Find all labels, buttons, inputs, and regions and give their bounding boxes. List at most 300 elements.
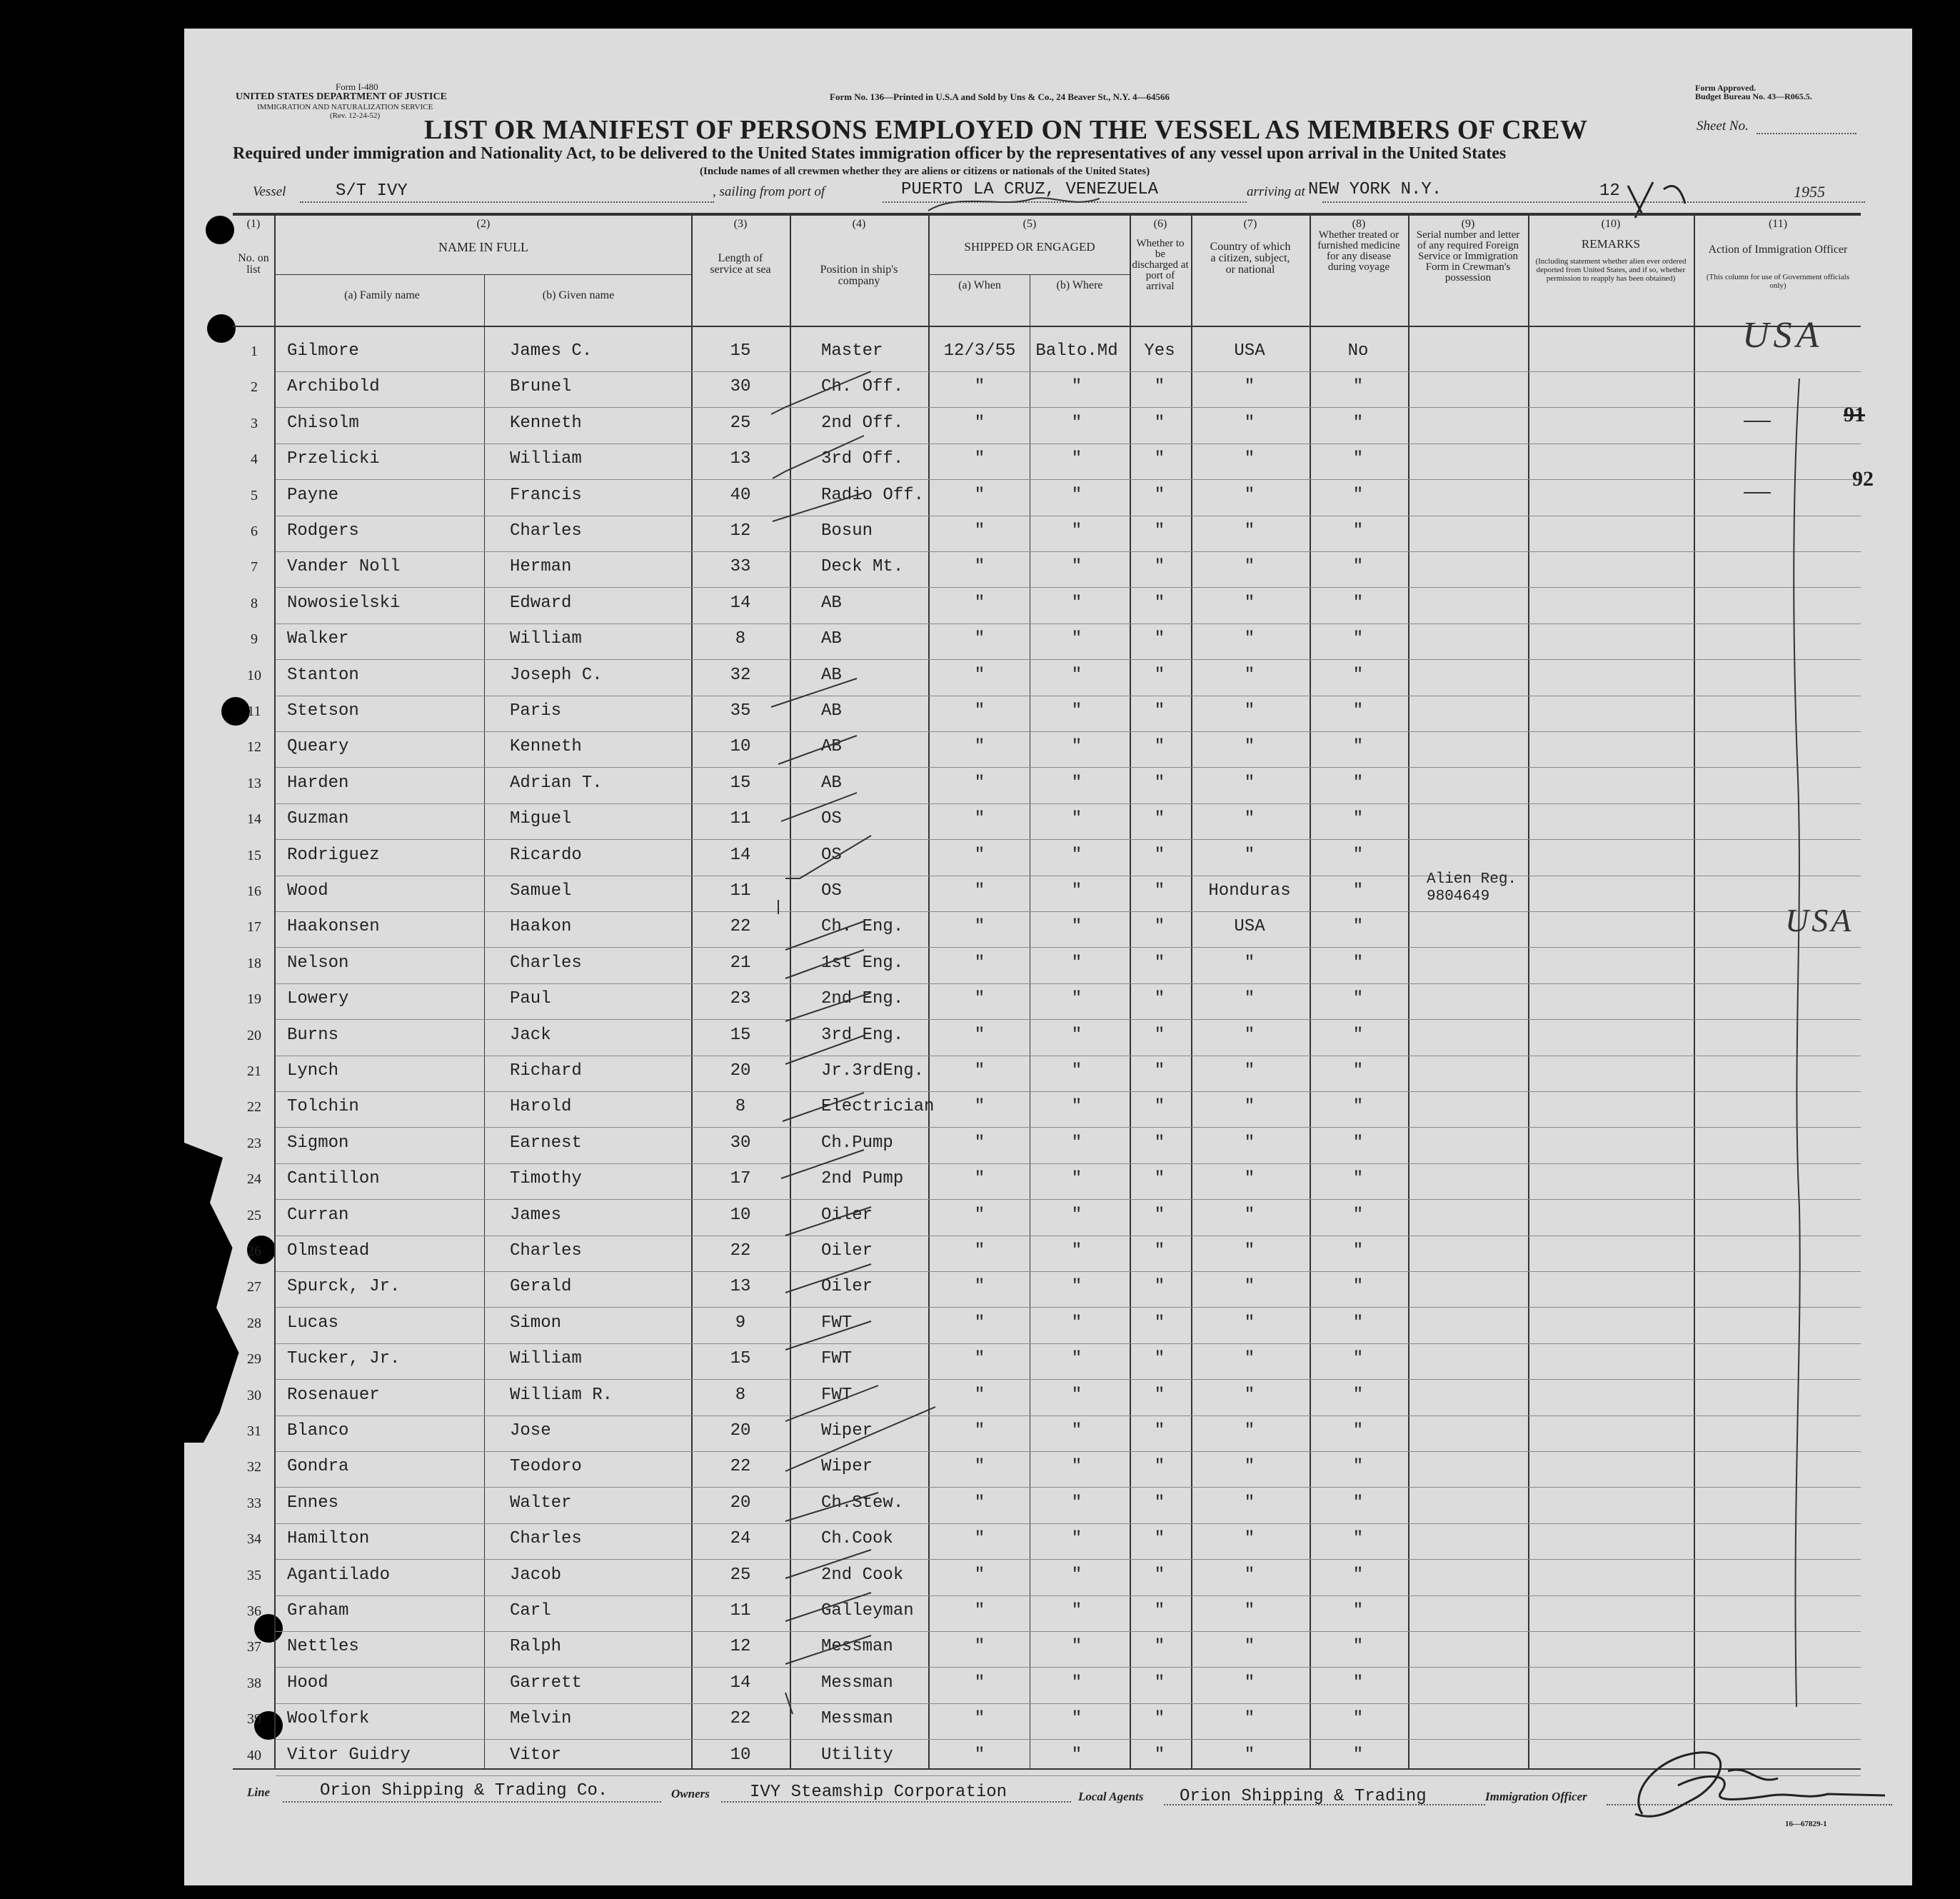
sheet-label: Sheet No. [1697,119,1749,134]
cell-given: Paul [510,989,551,1009]
row-rule [276,659,1861,660]
cell-no: 18 [247,955,261,971]
cell-medicine: " [1352,521,1364,541]
cell-position: 2nd Pump [821,1169,904,1189]
name-subheader-rule [276,274,691,275]
cell-where: " [1071,413,1082,433]
row-rule [276,371,1861,372]
cell-position: Electrician [821,1097,935,1117]
cell-country: " [1244,485,1255,505]
cell-medicine: " [1352,377,1364,397]
cell-medicine: " [1352,917,1364,937]
cell-where: " [1071,593,1082,613]
cell-given: William R. [510,1385,613,1405]
arrival-year: 1955 [1794,183,1825,201]
cell-medicine: " [1352,593,1364,613]
sailing-value: PUERTO LA CRUZ, VENEZUELA [901,180,1159,199]
cell-where: " [1071,773,1082,793]
cell-when: " [974,845,985,865]
cell-medicine: " [1352,1529,1364,1549]
col-rule [1528,214,1529,1770]
cell-position: OS [821,809,842,829]
cell-given: Haakon [510,917,572,937]
col8-header: Whether treated or furnished medicine for any disease during voyage [1317,229,1400,273]
cell-country: " [1244,1313,1255,1333]
cell-discharge: " [1154,1421,1165,1440]
cell-service: 17 [730,1169,751,1189]
revision: (Rev. 12-24-52) [330,111,381,120]
cell-position: Deck Mt. [821,557,904,577]
cell-family: Agantilado [287,1565,391,1585]
cell-service: 24 [730,1529,751,1549]
vessel-field-line [300,201,714,203]
cell-where: " [1071,953,1082,973]
cell-given: Charles [510,521,582,541]
cell-when: " [974,1133,985,1153]
cell-position: Messman [821,1673,893,1693]
cell-position: Galleyman [821,1601,914,1620]
row-rule [276,1379,1861,1380]
cell-family: Harden [287,773,349,793]
cell-where: " [1071,521,1082,541]
cell-given: Ricardo [510,845,582,865]
cell-when: 12/3/55 [943,341,1016,361]
cell-where: " [1071,1133,1082,1153]
cell-when: " [974,1745,985,1765]
cell-family: Chisolm [287,413,359,433]
cell-no: 9 [251,631,258,648]
cell-no: 28 [247,1315,261,1331]
cell-medicine: " [1352,701,1364,721]
cell-medicine: " [1352,809,1364,829]
cell-no: 25 [247,1207,261,1223]
cell-when: " [974,485,985,505]
cell-service: 22 [730,917,751,937]
cell-given: Melvin [510,1709,572,1729]
cell-service: 14 [730,593,751,613]
row-rule [276,731,1861,732]
cell-service: 30 [730,1133,751,1153]
sailing-label: , sailing from port of [713,184,825,199]
cell-position: Utility [821,1745,893,1765]
cell-no: 32 [247,1459,261,1475]
col5-header: SHIPPED OR ENGAGED [964,240,1095,254]
cell-where: " [1071,1745,1082,1765]
cell-given: Richard [510,1061,582,1081]
cell-given: Herman [510,557,572,577]
cell-when: " [974,773,985,793]
margin-page-number: 92 [1852,467,1874,491]
cell-position: Oiler [821,1241,873,1261]
row-rule [276,1631,1861,1632]
cell-discharge: " [1154,449,1165,469]
col6-num: (6) [1153,218,1167,230]
cell-no: 39 [247,1711,261,1728]
row-rule [276,1451,1861,1452]
col5a-header: (a) When [958,279,1001,291]
cell-where: " [1071,1349,1082,1369]
officer-signature [1614,1743,1899,1828]
cell-position: FWT [821,1349,853,1369]
row-rule [276,1127,1861,1128]
cell-discharge: " [1154,1493,1165,1513]
cell-position: 3rd Off. [821,449,904,469]
cell-medicine: " [1352,665,1364,685]
cell-medicine: " [1352,845,1364,865]
cell-when: " [974,1385,985,1405]
cell-no: 12 [247,739,261,756]
cell-when: " [974,1673,985,1693]
margin-usa-mid: USA [1785,902,1854,938]
cell-no: 21 [247,1063,261,1079]
cell-country: " [1244,1601,1255,1620]
cell-where: " [1071,1601,1082,1620]
cell-given: Jacob [510,1565,562,1585]
row-rule [276,623,1861,624]
cell-service: 11 [730,881,751,901]
cell-medicine: " [1352,1169,1364,1189]
cell-discharge: Yes [1144,341,1175,361]
cell-where: " [1071,845,1082,865]
cell-country: " [1244,413,1255,433]
cell-given: Kenneth [510,737,582,757]
cell-medicine: " [1352,1601,1364,1620]
cell-position: AB [821,593,842,613]
cell-serial: Alien Reg. 9804649 [1427,871,1517,905]
cell-position: AB [821,701,842,721]
cell-no: 31 [247,1423,261,1439]
row-rule [276,1163,1861,1164]
cell-family: Ennes [287,1493,339,1513]
cell-medicine: " [1352,1097,1364,1117]
cell-service: 15 [730,773,751,793]
cell-discharge: " [1154,485,1165,505]
cell-position: AB [821,737,842,757]
cell-country: " [1244,1745,1255,1765]
service: IMMIGRATION AND NATURALIZATION SERVICE [257,103,433,111]
col11-header: Action of Immigration Officer [1708,244,1848,256]
cell-no: 24 [247,1171,261,1188]
cell-when: " [974,1349,985,1369]
cell-given: Gerald [510,1277,572,1297]
cell-given: Charles [510,1241,582,1261]
margin-usa-top: USA [1742,315,1824,356]
cell-position: Jr.3rdEng. [821,1061,925,1081]
cell-discharge: " [1154,1601,1165,1620]
cell-no: 30 [247,1387,261,1403]
cell-service: 15 [730,1349,751,1369]
col8-num: (8) [1352,218,1366,230]
cell-when: " [974,665,985,685]
cell-given: Teodoro [510,1457,582,1477]
cell-family: Rodgers [287,521,359,541]
cell-where: " [1071,629,1082,649]
row-rule [276,1595,1861,1596]
cell-no: 6 [251,523,258,539]
row-rule [276,983,1861,984]
cell-discharge: " [1154,1385,1165,1405]
cell-family: Lucas [287,1313,339,1333]
cell-when: " [974,1493,985,1513]
cell-family: Sigmon [287,1133,349,1153]
form-number: Form I-480 [336,81,378,92]
cell-discharge: " [1154,1133,1165,1153]
cell-family: Curran [287,1205,349,1225]
cell-no: 33 [247,1495,261,1511]
cell-family: Stanton [287,665,359,685]
cell-country: " [1244,1061,1255,1081]
cell-where: " [1071,1169,1082,1189]
cell-when: " [974,1277,985,1297]
cell-family: Cantillon [287,1169,380,1189]
cell-medicine: No [1347,341,1369,361]
cell-when: " [974,521,985,541]
cell-position: Ch.Cook [821,1529,893,1549]
cell-country: " [1244,1025,1255,1045]
cell-no: 37 [247,1639,261,1655]
col-rule [1694,214,1695,1770]
arriving-value: NEW YORK N.Y. [1308,180,1442,199]
cell-where: " [1071,1421,1082,1440]
cell-when: " [974,1061,985,1081]
cell-country: " [1244,593,1255,613]
cell-position: Bosun [821,521,873,541]
cell-given: William [510,449,582,469]
cell-when: " [974,1601,985,1620]
cell-position: Wiper [821,1457,873,1477]
cell-no: 4 [251,451,258,468]
cell-family: Spurck, Jr. [287,1277,401,1297]
cell-discharge: " [1154,845,1165,865]
cell-position: 1st Eng. [821,953,904,973]
punch-hole [206,216,234,244]
cell-given: Garrett [510,1673,582,1693]
footer-owners-value: IVY Steamship Corporation [750,1783,1007,1802]
cell-given: Paris [510,701,562,721]
cell-given: Jose [510,1421,551,1440]
cell-family: Burns [287,1025,339,1045]
cell-position: 2nd Cook [821,1565,904,1585]
cell-when: " [974,449,985,469]
sheet-field [1757,133,1856,134]
cell-discharge: " [1154,881,1165,901]
row-rule [276,803,1861,804]
cell-country: " [1244,1349,1255,1369]
cell-discharge: " [1154,1673,1165,1693]
cell-country: " [1244,1241,1255,1261]
row-rule [276,1703,1861,1704]
department: UNITED STATES DEPARTMENT OF JUSTICE [236,91,447,102]
cell-medicine: " [1352,1637,1364,1657]
col6-header: Whether to be discharged at port of arrival [1132,238,1189,292]
cell-position: AB [821,773,842,793]
col5b-header: (b) Where [1056,279,1103,291]
col10-num: (10) [1601,218,1621,230]
cell-medicine: " [1352,1457,1364,1477]
row-rule [276,1487,1861,1488]
cell-service: 12 [730,521,751,541]
cell-position: AB [821,665,842,685]
cell-where: " [1071,1025,1082,1045]
cell-service: 35 [730,701,751,721]
cell-when: " [974,809,985,829]
cell-no: 1 [251,344,258,359]
cell-position: AB [821,629,842,649]
cell-medicine: " [1352,953,1364,973]
footer-officer-label: Immigration Officer [1485,1790,1587,1803]
cell-position: Master [821,341,883,361]
row-rule [276,947,1861,948]
cell-when: " [974,1709,985,1729]
cell-service: 15 [730,1025,751,1045]
cell-family: Gondra [287,1457,349,1477]
cell-position: 3rd Eng. [821,1025,904,1045]
cell-family: Tucker, Jr. [287,1349,401,1369]
cell-family: Stetson [287,701,359,721]
row-rule [276,551,1861,552]
cell-family: Olmstead [287,1241,370,1261]
cell-family: Gilmore [287,341,359,361]
cell-where: " [1071,1673,1082,1693]
vessel-value: S/T IVY [336,181,408,201]
cell-where: " [1071,701,1082,721]
col7-num: (7) [1243,218,1257,230]
cell-discharge: " [1154,665,1165,685]
cell-no: 8 [251,595,258,611]
cell-medicine: " [1352,1565,1364,1585]
cell-position: Ch.Stew. [821,1493,904,1513]
cell-family: Haakonsen [287,917,380,937]
cell-given: William [510,629,582,649]
cell-service: 22 [730,1241,751,1261]
cell-where: " [1071,737,1082,757]
cell-discharge: " [1154,629,1165,649]
arrival-date-day: 12 [1599,181,1620,201]
cell-where: " [1071,1529,1082,1549]
cell-discharge: " [1154,1277,1165,1297]
cell-discharge: " [1154,953,1165,973]
cell-service: 11 [730,809,751,829]
cell-no: 5 [251,487,258,503]
cell-given: James C. [510,341,593,361]
row-rule [276,1271,1861,1272]
cell-no: 15 [247,847,261,863]
cell-discharge: " [1154,1709,1165,1729]
cell-service: 10 [730,737,751,757]
cell-when: " [974,1313,985,1333]
col3-num: (3) [733,218,748,230]
cell-medicine: " [1352,557,1364,577]
cell-given: James [510,1205,562,1225]
col4-num: (4) [852,218,866,230]
cell-medicine: " [1352,1061,1364,1081]
cell-given: Miguel [510,809,572,829]
cell-medicine: " [1352,449,1364,469]
cell-discharge: " [1154,1025,1165,1045]
cell-no: 29 [247,1351,261,1368]
cell-country: " [1244,1421,1255,1440]
cell-country: " [1244,1385,1255,1405]
cell-where: " [1071,1313,1082,1333]
cell-family: Guzman [287,809,349,829]
col7-header: Country of which a citizen, subject, or national [1210,241,1291,276]
cell-no: 35 [247,1567,261,1583]
row-rule [276,1739,1861,1740]
cell-given: Joseph C. [510,665,603,685]
cell-discharge: " [1154,773,1165,793]
row-rule [276,767,1861,768]
col9-header: Serial number and letter of any required Foreign Service or Immigration Form in Crewman's possession [1416,229,1520,284]
cell-family: Nowosielski [287,593,401,613]
cell-service: 14 [730,845,751,865]
cell-family: Payne [287,485,339,505]
cell-no: 27 [247,1279,261,1296]
footer-line-value: Orion Shipping & Trading Co. [320,1781,608,1800]
cell-service: 20 [730,1061,751,1081]
cell-country: " [1244,1133,1255,1153]
col10-subheader: (Including statement whether alien ever ordered deported from United States, and if so, whether permission to reapply has been obtained) [1535,257,1687,283]
cell-country: " [1244,557,1255,577]
cell-country: " [1244,1097,1255,1117]
col5-num: (5) [1022,218,1037,230]
cell-service: 22 [730,1709,751,1729]
cell-when: " [974,989,985,1009]
cell-family: Rosenauer [287,1385,380,1405]
cell-discharge: " [1154,593,1165,613]
cell-discharge: " [1154,377,1165,397]
cell-medicine: " [1352,1349,1364,1369]
cell-given: Brunel [510,377,572,397]
punch-hole [207,314,236,343]
cell-service: 32 [730,665,751,685]
cell-position: Messman [821,1709,893,1729]
cell-discharge: " [1154,1313,1165,1333]
cell-given: Adrian T. [510,773,603,793]
cell-discharge: " [1154,1205,1165,1225]
arriving-label: arriving at [1247,184,1305,199]
row-rule [276,1523,1861,1524]
cell-country: " [1244,989,1255,1009]
cell-when: " [974,413,985,433]
cell-family: Przelicki [287,449,380,469]
cell-service: 25 [730,1565,751,1585]
cell-country: " [1244,665,1255,685]
cell-family: Vander Noll [287,557,401,577]
printer-line: Form No. 136—Printed in U.S.A and Sold by Uns & Co., 24 Beaver St., N.Y. 4—64566 [830,91,1170,102]
margin-ditto-line [1742,350,1871,1750]
budget-bureau: Budget Bureau No. 43—R065.5. [1695,91,1812,101]
cell-service: 15 [730,341,751,361]
cell-discharge: " [1154,1169,1165,1189]
row-rule [276,587,1861,588]
cell-when: " [974,629,985,649]
cell-discharge: " [1154,1349,1165,1369]
cell-when: " [974,377,985,397]
cell-given: Kenneth [510,413,582,433]
cell-no: 10 [247,667,261,683]
footer-agents-value: Orion Shipping & Trading [1180,1787,1427,1806]
cell-no: 19 [247,991,261,1008]
cell-family: Queary [287,737,349,757]
cell-country: " [1244,1673,1255,1693]
cell-family: Graham [287,1601,349,1620]
cell-country: " [1244,845,1255,865]
cell-family: Nelson [287,953,349,973]
cell-service: 21 [730,953,751,973]
cell-position: Ch. Eng. [821,917,904,937]
footer-owners-label: Owners [671,1787,710,1800]
cell-country: " [1244,629,1255,649]
